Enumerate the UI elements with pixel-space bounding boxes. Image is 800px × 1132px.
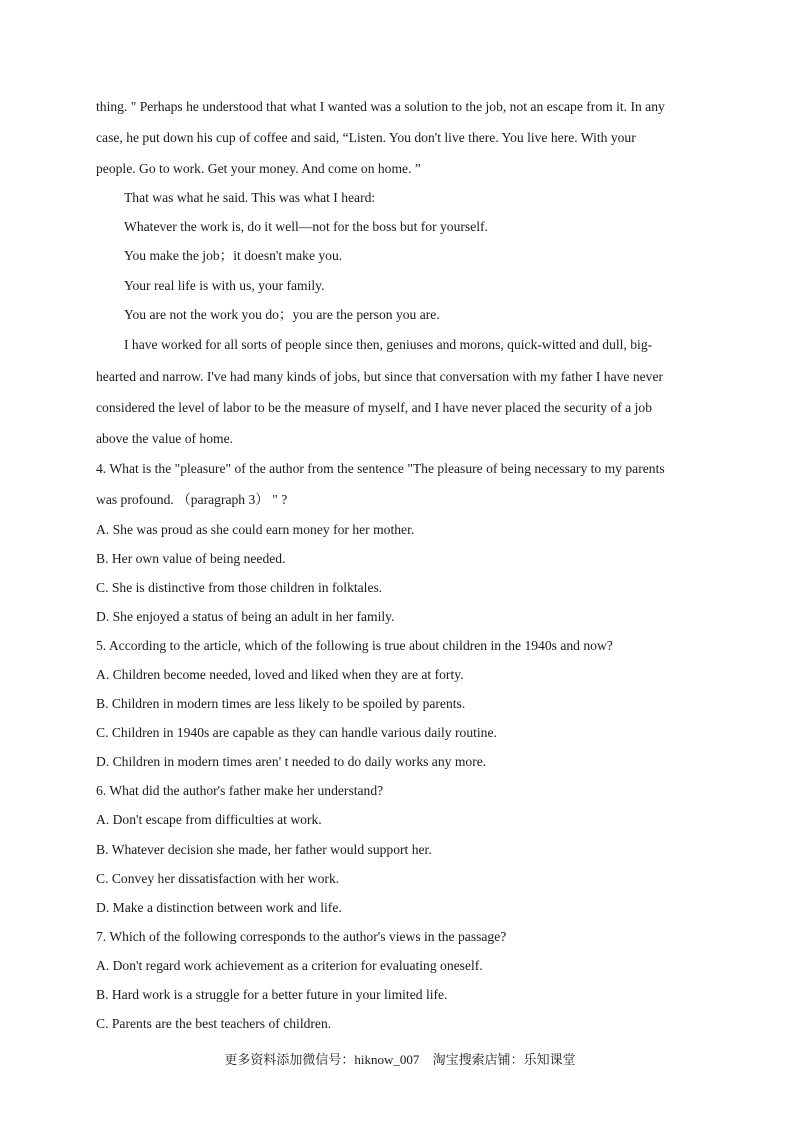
question-4-stem: was profound. （paragraph 3） " ? — [96, 492, 288, 507]
question-7-stem: 7. Which of the following corresponds to the author's views in the passage? — [96, 929, 507, 944]
footer-wechat: 更多资料添加微信号：hiknow_007 — [224, 1052, 420, 1067]
question-6-option-c: C. Convey her dissatisfaction with her work. — [96, 871, 340, 886]
question-4-option-d: D. She enjoyed a status of being an adult in her family. — [96, 609, 395, 624]
passage-line: people. Go to work. Get your money. And come on home. ” — [96, 161, 421, 176]
question-5-stem: 5. According to the article, which of the following is true about children in the 1940s and now? — [96, 638, 613, 653]
passage-line: hearted and narrow. I've had many kinds of jobs, but since that conversation with my father I have never — [96, 369, 664, 384]
question-7-option-c: C. Parents are the best teachers of children. — [96, 1016, 332, 1031]
passage-line: You make the job；it doesn't make you. — [124, 248, 343, 263]
passage-line: thing. " Perhaps he understood that what I wanted was a solution to the job, not an escape from it. In any — [96, 99, 665, 114]
question-5-option-d: D. Children in modern times aren' t needed to do daily works any more. — [96, 754, 487, 769]
question-7-option-b: B. Hard work is a struggle for a better future in your limited life. — [96, 987, 448, 1002]
passage-line: That was what he said. This was what I heard: — [124, 190, 376, 205]
question-6-option-b: B. Whatever decision she made, her father would support her. — [96, 842, 432, 857]
passage-line: Whatever the work is, do it well—not for the boss but for yourself. — [124, 219, 488, 234]
question-6-option-a: A. Don't escape from difficulties at work. — [96, 812, 322, 827]
page-footer — [0, 1049, 800, 1068]
question-4-option-a: A. She was proud as she could earn money for her mother. — [96, 522, 415, 537]
question-4-option-c: C. She is distinctive from those children in folktales. — [96, 580, 383, 595]
question-5-option-c: C. Children in 1940s are capable as they can handle various daily routine. — [96, 725, 497, 740]
passage-line: You are not the work you do；you are the person you are. — [124, 307, 440, 322]
question-7-option-a: A. Don't regard work achievement as a criterion for evaluating oneself. — [96, 958, 483, 973]
footer-taobao: 淘宝搜索店铺：乐知课堂 — [432, 1052, 576, 1067]
question-4-option-b: B. Her own value of being needed. — [96, 551, 286, 566]
passage-line: above the value of home. — [96, 431, 234, 446]
passage-line: I have worked for all sorts of people since then, geniuses and morons, quick-witted and dull, big- — [124, 337, 653, 352]
question-4-stem: 4. What is the "pleasure" of the author from the sentence "The pleasure of being necessary to my parents — [96, 461, 665, 476]
question-5-option-b: B. Children in modern times are less likely to be spoiled by parents. — [96, 696, 466, 711]
passage-line: case, he put down his cup of coffee and said, “Listen. You don't live there. You live here. With your — [96, 130, 636, 145]
passage-line: Your real life is with us, your family. — [124, 278, 325, 293]
question-6-option-d: D. Make a distinction between work and life. — [96, 900, 342, 915]
passage-line: considered the level of labor to be the measure of myself, and I have never placed the security of a job — [96, 400, 652, 415]
question-6-stem: 6. What did the author's father make her understand? — [96, 783, 384, 798]
question-5-option-a: A. Children become needed, loved and liked when they are at forty. — [96, 667, 464, 682]
